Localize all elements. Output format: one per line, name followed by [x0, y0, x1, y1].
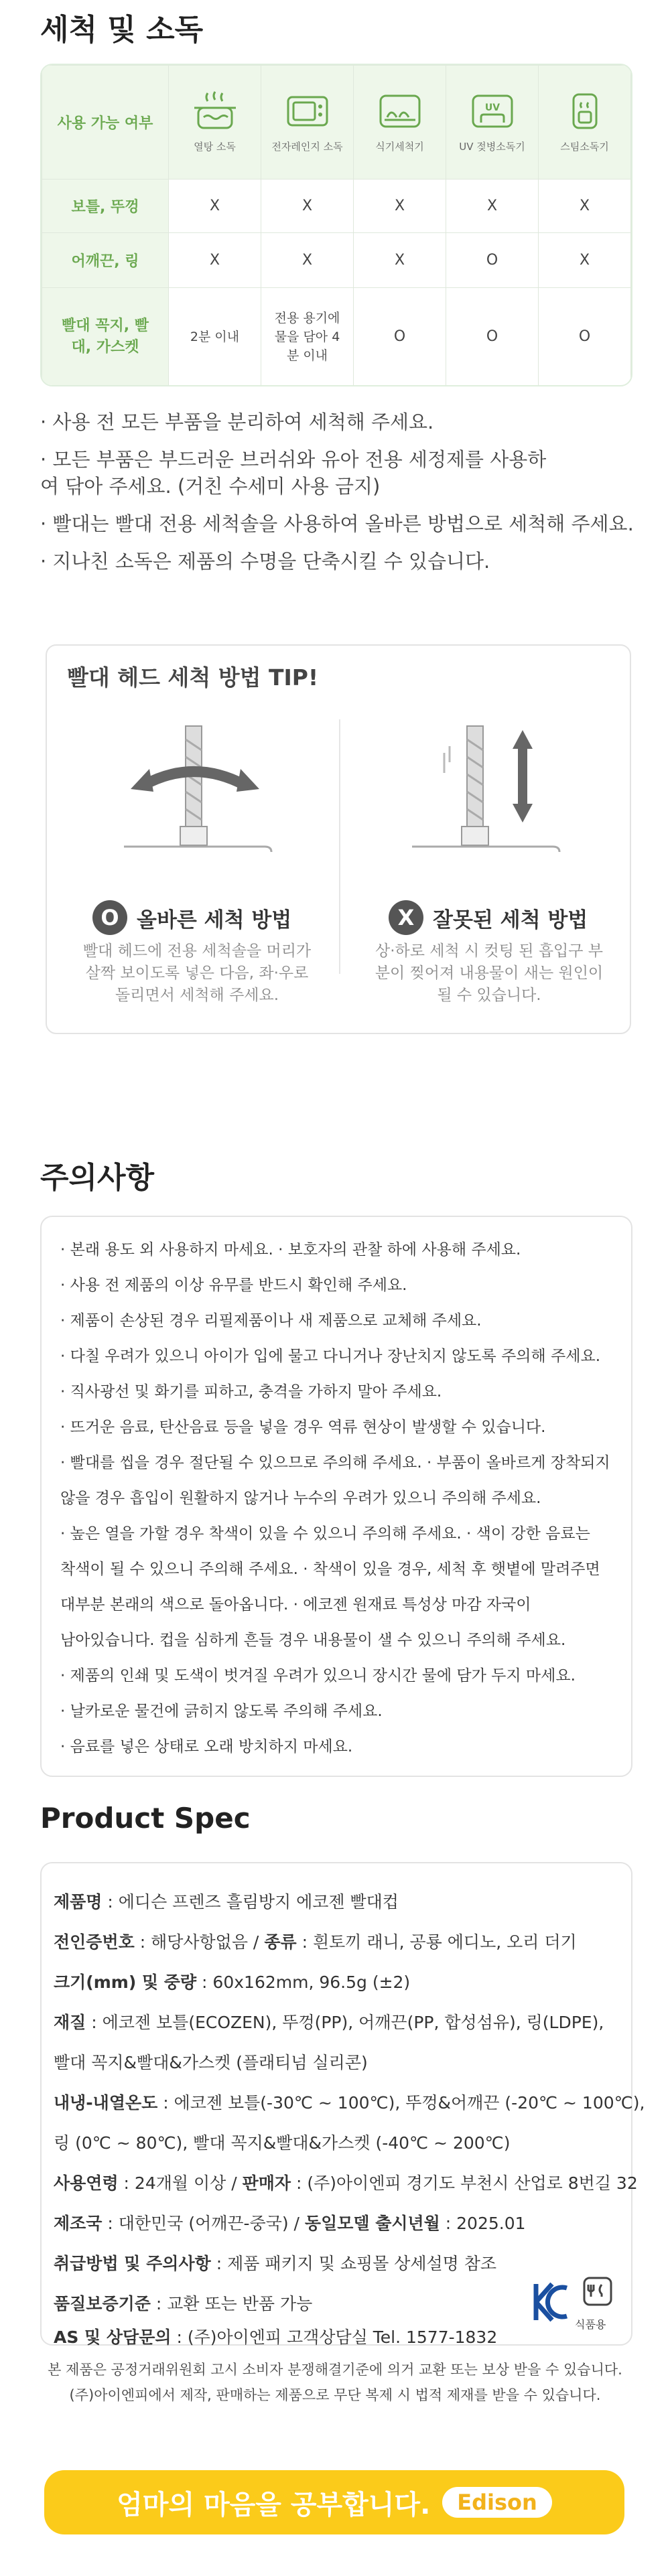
table-cell: O	[446, 288, 539, 386]
table-cell: O	[446, 233, 539, 288]
tip-title: 빨대 헤드 세척 방법 TIP!	[67, 664, 319, 691]
svg-text:UV: UV	[484, 102, 500, 113]
table-corner: 사용 가능 여부	[42, 66, 169, 180]
section-title-caution: 주의사항	[40, 1161, 155, 1195]
list-item: · 뜨거운 음료, 탄산음료 등을 넣을 경우 역류 현상이 발생할 수 있습니다.	[60, 1419, 546, 1436]
row-label: 보틀, 뚜껑	[42, 180, 169, 233]
col-dishwasher: 식기세척기	[354, 66, 446, 180]
spec-line: 취급방법 및 주의사항 : 제품 패키지 및 쇼핑몰 상세설명 참조	[54, 2254, 497, 2273]
list-item: · 빨대를 씹을 경우 절단될 수 있으므로 주의해 주세요. · 부품이 올바르게 장착되지	[60, 1454, 610, 1472]
row-label: 빨대 꼭지, 빨대, 가스켓	[42, 288, 169, 386]
cleaning-notes	[40, 409, 643, 585]
list-item: · 지나친 소독은 제품의 수명을 단축시킬 수 있습니다.	[40, 550, 490, 573]
wrong-method-illustration	[405, 713, 580, 873]
list-item: · 사용 전 모든 부품을 분리하여 세척해 주세요.	[40, 411, 434, 433]
spec-line: 링 (0℃ ~ 80℃), 빨대 꼭지&빨대&가스켓 (-40℃ ~ 200℃)	[54, 2133, 511, 2153]
spec-line: 빨대 꼭지&빨대&가스켓 (플래티넘 실리콘)	[54, 2053, 368, 2072]
col-steam: 스팀소독기	[539, 66, 631, 180]
row-label: 어깨끈, 링	[42, 233, 169, 288]
wrong-method-desc: 상·하로 세척 시 컷팅 된 흡입구 부분이 찢어져 내용물이 새는 원인이 될 수 있습니다.	[375, 942, 604, 1004]
list-item: · 모든 부품은 부드러운 브러쉬와 유아 전용 세정제를 사용하여 닦아 주세요. (거친 수세미 사용 금지)	[40, 448, 547, 498]
table-cell: X	[261, 233, 354, 288]
uv-sterilizer-icon	[469, 90, 516, 132]
table-cell: X	[539, 233, 631, 288]
spec-line: 품질보증기준 : 교환 또는 반품 가능	[54, 2294, 313, 2313]
list-item: · 다칠 우려가 있으니 아이가 입에 물고 다니거나 장난치지 않도록 주의해 주세요.	[60, 1348, 601, 1365]
list-item: · 음료를 넣은 상태로 오래 방치하지 마세요.	[60, 1738, 353, 1756]
correct-method-desc: 빨대 헤드에 전용 세척솔을 머리가 살짝 보이도록 넣은 다음, 좌·우로 돌리면서 세척해 주세요.	[82, 942, 312, 1004]
table-cell: X	[446, 180, 539, 233]
table-cell: X	[354, 233, 446, 288]
wrong-method-title: X 잘못된 세척 방법	[389, 900, 588, 935]
spec-line: 제품명 : 에디슨 프렌즈 흘림방지 에코젠 빨대컵	[54, 1892, 399, 1912]
section-title-cleaning: 세척 및 소독	[40, 13, 204, 47]
spec-line: 크기(mm) 및 중량 : 60x162mm, 96.5g (±2)	[54, 1973, 411, 1992]
section-title-spec: Product Spec	[40, 1802, 251, 1835]
col-boiling: 열탕 소독	[169, 66, 261, 180]
table-cell: O	[539, 288, 631, 386]
list-item: · 날카로운 물건에 긁히지 않도록 주의해 주세요.	[60, 1703, 383, 1720]
table-cell: X	[261, 180, 354, 233]
spec-line: 내냉-내열온도 : 에코젠 보틀(-30℃ ~ 100℃), 뚜껑&어깨끈 (-20℃ ~ 100℃),	[54, 2093, 645, 2113]
table-cell: 전용 용기에 물을 담아 4분 이내	[261, 288, 354, 386]
spec-line: 제조국 : 대한민국 (어깨끈-중국) / 동일모델 출시년월 : 2025.01	[54, 2214, 526, 2233]
list-item: 대부분 본래의 색으로 돌아옵니다. · 에코젠 원재료 특성상 마감 자국이	[60, 1596, 531, 1614]
footer-note-2: (주)아이엔피에서 제작, 판매하는 제품으로 무단 복제 시 법적 제재를 받을 수 있습니다.	[69, 2387, 601, 2403]
list-item: 않을 경우 흡입이 원활하지 않거나 누수의 우려가 있으니 주의해 주세요.	[60, 1490, 541, 1507]
straw-cleaning-tip	[46, 644, 631, 1034]
list-item: 남아있습니다. 컵을 심하게 흔들 경우 내용물이 샐 수 있으니 주의해 주세요.	[60, 1632, 566, 1649]
col-microwave: 전자레인지 소독	[261, 66, 354, 180]
table-cell: X	[539, 180, 631, 233]
divider	[339, 719, 340, 974]
kc-certification-icon	[531, 2279, 571, 2325]
spec-line: AS 및 상담문의 : (주)아이엔피 고객상담실 Tel. 1577-1832	[54, 2328, 498, 2347]
table-cell: X	[169, 233, 261, 288]
sterilization-table	[40, 64, 632, 386]
spec-line: 재질 : 에코젠 보틀(ECOZEN), 뚜껑(PP), 어깨끈(PP, 합성섬유), 링(LDPE),	[54, 2013, 604, 2032]
list-item: · 빨대는 빨대 전용 세척솔을 사용하여 올바른 방법으로 세척해 주세요.	[40, 512, 634, 535]
correct-method-illustration	[111, 719, 285, 873]
dishwasher-icon	[377, 90, 423, 132]
list-item: · 제품의 인쇄 및 도색이 벗겨질 우려가 있으니 장시간 물에 담가 두지 마세요.	[60, 1667, 576, 1685]
table-cell: X	[354, 180, 446, 233]
food-safe-icon	[578, 2275, 618, 2313]
correct-method-title: O 올바른 세척 방법	[92, 900, 291, 935]
banner-text: 엄마의 마음을 공부합니다.	[117, 2489, 431, 2520]
table-cell: 2분 이내	[169, 288, 261, 386]
brand-banner	[44, 2470, 624, 2534]
o-mark-icon: O	[92, 900, 127, 935]
steam-sterilizer-icon	[561, 90, 608, 132]
microwave-icon	[284, 90, 331, 132]
list-item: 착색이 될 수 있으니 주의해 주세요. · 착색이 있을 경우, 세척 후 햇볕에 말려주면	[60, 1561, 600, 1578]
list-item: · 사용 전 제품의 이상 유무를 반드시 확인해 주세요.	[60, 1277, 407, 1294]
list-item: · 본래 용도 외 사용하지 마세요. · 보호자의 관찰 하에 사용해 주세요.	[60, 1241, 521, 1259]
list-item: · 높은 열을 가할 경우 착색이 있을 수 있으니 주의해 주세요. · 색이 강한 음료는	[60, 1525, 590, 1543]
table-cell: O	[354, 288, 446, 386]
table-cell: X	[169, 180, 261, 233]
spec-line: 전인증번호 : 해당사항없음 / 종류 : 흰토끼 래니, 공룡 에디노, 오리 더기	[54, 1932, 577, 1952]
list-item: · 직사광선 및 화기를 피하고, 충격을 가하지 말아 주세요.	[60, 1383, 442, 1401]
spec-line: 사용연령 : 24개월 이상 / 판매자 : (주)아이엔피 경기도 부천시 산업로 8번길 32	[54, 2173, 638, 2193]
food-label: 식품용	[575, 2318, 606, 2331]
edison-logo: Edison	[442, 2487, 552, 2518]
list-item: · 제품이 손상된 경우 리필제품이나 새 제품으로 교체해 주세요.	[60, 1312, 482, 1330]
footer-note-1: 본 제품은 공정거래위원회 고시 소비자 분쟁해결기준에 의거 교환 또는 보상 받을 수 있습니다.	[48, 2362, 622, 2378]
col-uv: UV UV 젖병소독기	[446, 66, 539, 180]
boiling-pot-icon	[192, 90, 239, 132]
x-mark-icon: X	[389, 900, 423, 935]
caution-box	[40, 1216, 632, 1777]
product-spec-box	[40, 1862, 645, 2347]
